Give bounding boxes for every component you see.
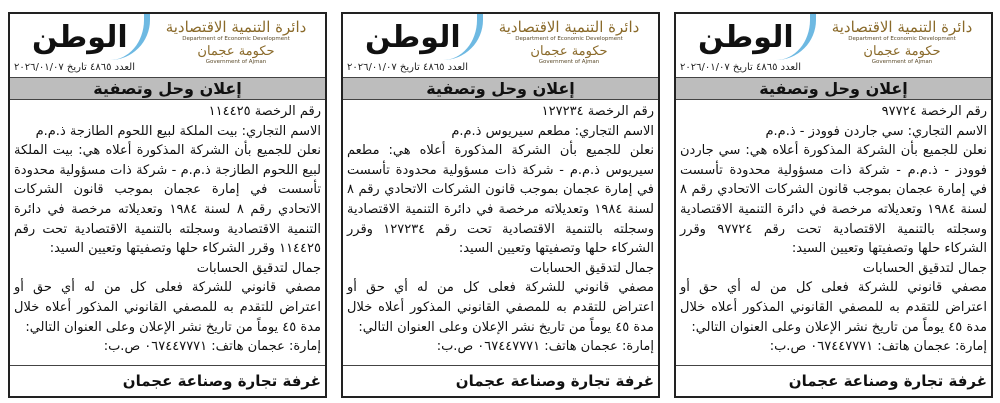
- address: إمارة: عجمان هاتف: ٠٦٧٤٤٧٧٧١ ص.ب:: [436, 339, 654, 355]
- liquidation-notice: [8, 12, 327, 398]
- issue-date: العدد ٤٨٦٥ تاريخ ٢٠٢٦/٠١/٠٧: [680, 62, 801, 73]
- liquidation-notice: [674, 12, 993, 398]
- newspaper-logo: الوطن: [698, 20, 794, 55]
- address: إمارة: عجمان هاتف: ٠٦٧٤٤٧٧٧١ ص.ب:: [769, 339, 987, 355]
- notice-body: [676, 100, 991, 366]
- notice-header: [10, 14, 325, 78]
- trade-name: الاسم التجاري: بيت الملكة لبيع اللحوم الطازجة ذ.م.م: [35, 123, 321, 139]
- notice-title: إعلان وحل وتصفية: [343, 78, 658, 100]
- department-logo: [494, 18, 644, 65]
- notice-text: نعلن للجميع بأن الشركة المذكورة أعلاه هي: بيت الملكة لبيع اللحوم الطازجة ذ.م.م - شركة ذات مسؤولية محدودة تأسست في إمارة عجمان بموجب قانون الشركات الاتحادي رقم ٨ لسنة ١٩٨٤ وتعديلاته مرخصة في دائرة التنمية الاقتصادية وسجلته بالتنمية الاقتصادية تحت رقم ١١٤٤٢٥ وقرر الشركاء حلها وتصفيتها وتعيين السيد:: [14, 143, 322, 257]
- department-logo: [161, 18, 311, 65]
- notice-text: نعلن للجميع بأن الشركة المذكورة أعلاه هي: سي جاردن فوودز - ذ.م.م - شركة ذات مسؤولية محدودة تأسست في إمارة عجمان بموجب قانون الشركات الاتحادي رقم ٨ لسنة ١٩٨٤ وتعديلاته مرخصة في دائرة التنمية الاقتصادية وسجلته بالتنمية الاقتصادية تحت رقم ٩٧٧٢٤ وقرر الشركاء حلها وتصفيتها وتعيين السيد:: [680, 143, 987, 257]
- notice-text: نعلن للجميع بأن الشركة المذكورة أعلاه هي: مطعم سيريوس ذ.م.م - شركة ذات مسؤولية محدودة تأسست في إمارة عجمان بموجب قانون الشركات الاتحادي رقم ٨ لسنة ١٩٨٤ وتعديلاته مرخصة في دائرة التنمية الاقتصادية وسجلته بالتنمية الاقتصادية تحت رقم ١٢٧٢٣٤ وقرر الشركاء حلها وتصفيتها وتعيين السيد:: [347, 143, 654, 257]
- notice-header: [343, 14, 658, 78]
- issue-date: العدد ٤٨٦٥ تاريخ ٢٠٢٦/٠١/٠٧: [347, 62, 468, 73]
- department-name-ar: دائرة التنمية الاقتصادية: [831, 18, 973, 36]
- trade-name: الاسم التجاري: مطعم سيريوس ذ.م.م: [451, 123, 654, 139]
- notice-body: [10, 100, 325, 366]
- claims-text: مصفي قانوني للشركة فعلى كل من له أي حق أو اعتراض للتقدم به للمصفي القانوني المذكور أعلاه خلال مدة ٤٥ يوماً من تاريخ نشر الإعلان وعلى العنوان التالي:: [680, 280, 987, 335]
- claims-text: مصفي قانوني للشركة فعلى كل من له أي حق أو اعتراض للتقدم به للمصفي القانوني المذكور أعلاه خلال مدة ٤٥ يوماً من تاريخ نشر الإعلان وعلى العنوان التالي:: [347, 280, 654, 335]
- department-name-en: Department of Economic Development: [848, 36, 956, 42]
- department-name-en: Department of Economic Development: [515, 36, 623, 42]
- government-name-en: Government of Ajman: [205, 59, 267, 65]
- notice-header: [676, 14, 991, 78]
- department-name-en: Department of Economic Development: [182, 36, 290, 42]
- issue-date: العدد ٤٨٦٥ تاريخ ٢٠٢٦/٠١/٠٧: [14, 62, 135, 73]
- license-number: رقم الرخصة ١٢٧٢٣٤: [541, 104, 654, 119]
- notice-body: [343, 100, 658, 366]
- chamber-footer: غرفة تجارة وصناعة عجمان: [455, 372, 654, 390]
- trade-name: الاسم التجاري: سي جاردن فوودز - ذ.م.م: [765, 123, 987, 139]
- chamber-footer: غرفة تجارة وصناعة عجمان: [122, 372, 321, 390]
- government-name-ar: حكومة عجمان: [530, 44, 608, 59]
- liquidator-name: جمال لتدقيق الحسابات: [196, 260, 321, 276]
- government-name-en: Government of Ajman: [538, 59, 600, 65]
- government-name-ar: حكومة عجمان: [863, 44, 941, 59]
- license-number: رقم الرخصة ١١٤٤٢٥: [208, 104, 321, 119]
- chamber-footer: غرفة تجارة وصناعة عجمان: [788, 372, 987, 390]
- liquidation-notice: [341, 12, 660, 398]
- liquidator-name: جمال لتدقيق الحسابات: [529, 260, 654, 276]
- newspaper-logo: الوطن: [365, 20, 461, 55]
- government-name-ar: حكومة عجمان: [197, 44, 275, 59]
- notice-title: إعلان وحل وتصفية: [676, 78, 991, 100]
- department-name-ar: دائرة التنمية الاقتصادية: [165, 18, 307, 36]
- claims-text: مصفي قانوني للشركة فعلى كل من له أي حق أو اعتراض للتقدم به للمصفي القانوني المذكور أعلاه خلال مدة ٤٥ يوماً من تاريخ نشر الإعلان وعلى العنوان التالي:: [14, 280, 321, 335]
- license-number: رقم الرخصة ٩٧٧٢٤: [881, 104, 987, 119]
- department-name-ar: دائرة التنمية الاقتصادية: [498, 18, 640, 36]
- ads-row: [8, 12, 993, 398]
- government-name-en: Government of Ajman: [871, 59, 933, 65]
- notice-title: إعلان وحل وتصفية: [10, 78, 325, 100]
- newspaper-logo: الوطن: [32, 20, 128, 55]
- liquidator-name: جمال لتدقيق الحسابات: [862, 260, 987, 276]
- address: إمارة: عجمان هاتف: ٠٦٧٤٤٧٧٧١ ص.ب:: [103, 339, 321, 355]
- department-logo: [827, 18, 977, 65]
